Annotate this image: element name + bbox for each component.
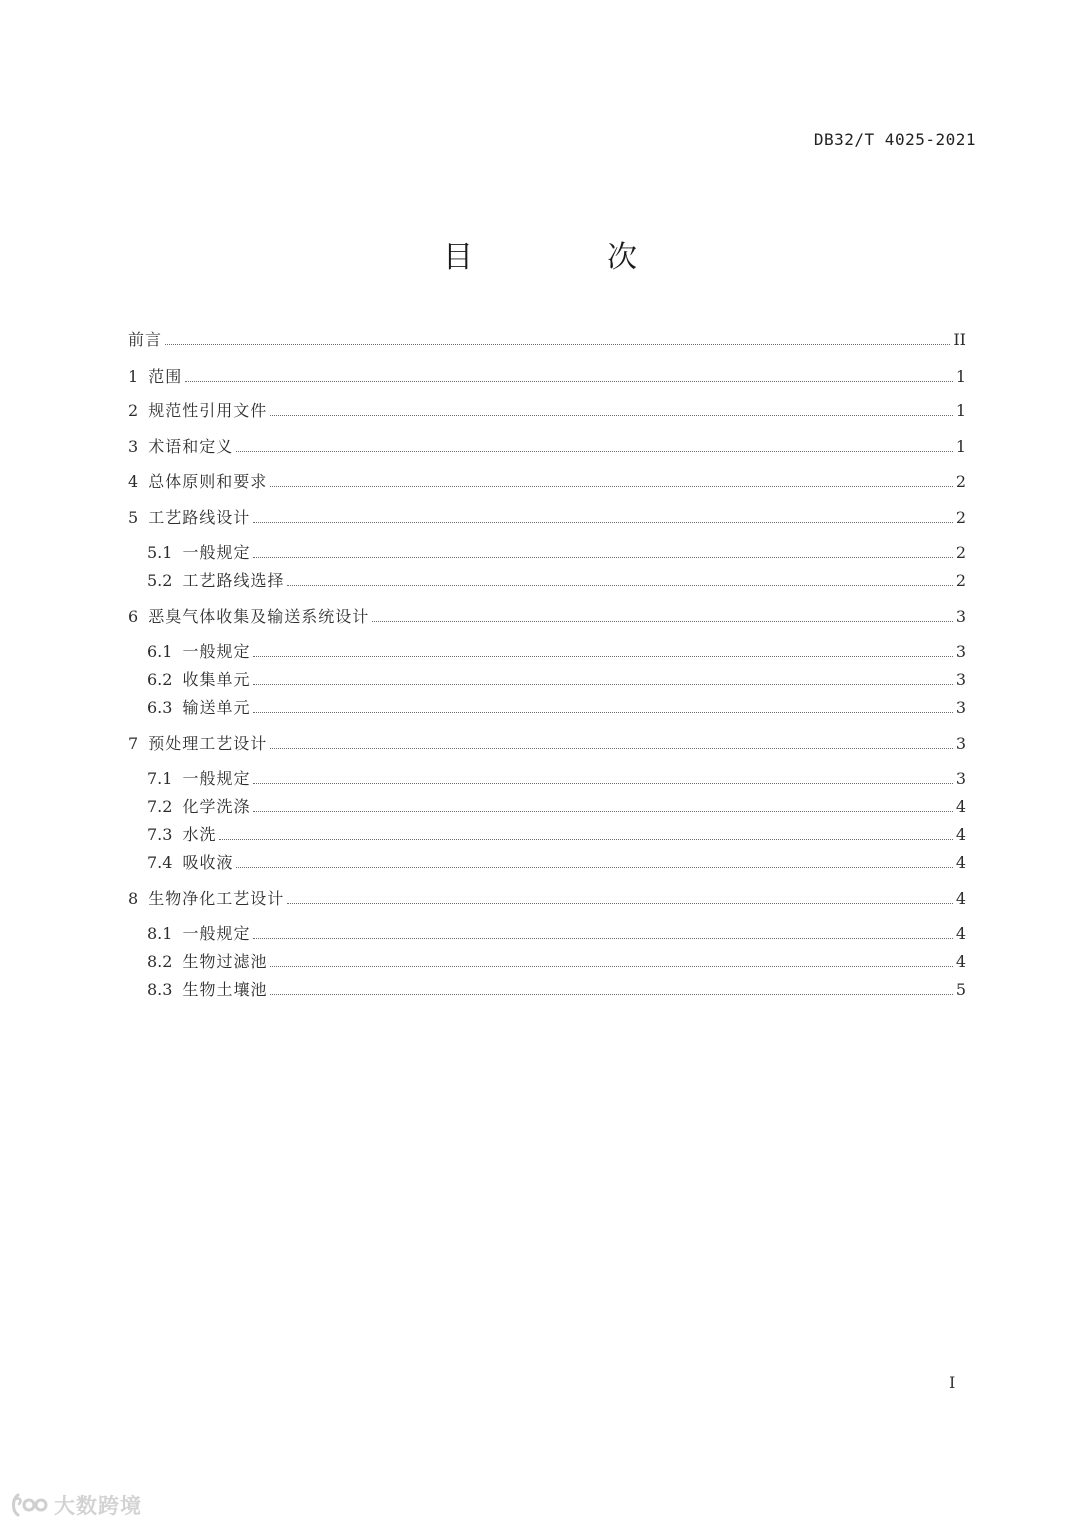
toc-dot-leader: [219, 838, 952, 840]
toc-dot-leader: [253, 655, 952, 657]
toc-subsection-entry[interactable]: [147, 920, 966, 944]
toc-entry-title: 预处理工艺设计: [148, 734, 268, 753]
toc-entry-page: 3: [955, 642, 966, 661]
toc-entry-label: [147, 571, 284, 591]
toc-entry-title: 总体原则和要求: [148, 472, 268, 491]
toc-entry-number: 4: [128, 472, 139, 491]
page-number: I: [949, 1373, 956, 1392]
page-title: 目 次: [443, 240, 689, 275]
toc-dot-leader: [270, 485, 953, 487]
toc-entry-label: [128, 889, 284, 909]
toc-entry-number: 3: [128, 437, 139, 456]
watermark-text: 大数跨境: [54, 1494, 142, 1518]
toc-entry-label: [147, 543, 250, 563]
toc-dot-leader: [253, 521, 953, 523]
toc-section-entry[interactable]: [128, 468, 966, 492]
toc-dot-leader: [270, 965, 952, 967]
toc-entry-title: 吸收液: [182, 853, 234, 872]
toc-dot-leader: [236, 450, 953, 452]
toc-entry-number: 7.1: [147, 769, 173, 788]
toc-entry-title: 工艺路线设计: [148, 508, 251, 527]
toc-subsection-entry[interactable]: [147, 976, 966, 1000]
toc-entry-title: 一般规定: [182, 543, 251, 562]
toc-entry-number: 5.2: [147, 571, 173, 590]
toc-subsection-entry[interactable]: [147, 666, 966, 690]
toc-entry-page: 4: [955, 797, 966, 816]
toc-entry-number: 8: [128, 889, 139, 908]
toc-dot-leader: [185, 380, 953, 382]
toc-section-entry[interactable]: [128, 730, 966, 754]
toc-entry-page: 3: [955, 734, 966, 753]
toc-entry-page: 3: [955, 769, 966, 788]
toc-entry-label: [147, 853, 233, 873]
toc-entry-label: [128, 367, 182, 387]
toc-subsection-entry[interactable]: [147, 849, 966, 873]
toc-entry-title: 化学洗涤: [182, 797, 251, 816]
toc-entry-number: 6.1: [147, 642, 173, 661]
toc-entry-label: [147, 952, 267, 972]
toc-entry-page: II: [953, 330, 966, 349]
toc-entry-label: [128, 401, 267, 421]
toc-entry-page: 3: [955, 670, 966, 689]
toc-entry-number: 1: [128, 367, 139, 386]
toc-entry-page: 2: [955, 543, 966, 562]
watermark: [10, 1490, 142, 1520]
toc-section-entry[interactable]: [128, 504, 966, 528]
toc-dot-leader: [253, 683, 952, 685]
toc-entry-title: 生物过滤池: [182, 952, 268, 971]
toc-section-entry[interactable]: [128, 397, 966, 421]
toc-entry-page: 2: [955, 472, 966, 491]
toc-entry-label: [128, 472, 267, 492]
toc-dot-leader: [270, 414, 953, 416]
toc-entry-label: [128, 607, 369, 627]
toc-entry-title: 生物净化工艺设计: [148, 889, 285, 908]
toc-entry-title: 前言: [128, 330, 163, 349]
toc-dot-leader: [270, 747, 953, 749]
toc-dot-leader: [253, 782, 952, 784]
toc-subsection-entry[interactable]: [147, 539, 966, 563]
toc-entry-number: 6.3: [147, 698, 173, 717]
toc-entry-label: [128, 437, 233, 457]
toc-subsection-entry[interactable]: [147, 567, 966, 591]
toc-subsection-entry[interactable]: [147, 638, 966, 662]
toc-entry-label: [147, 769, 250, 789]
toc-dot-leader: [253, 810, 952, 812]
toc-entry-number: 7.4: [147, 853, 173, 872]
toc-section-entry[interactable]: [128, 603, 966, 627]
toc-subsection-entry[interactable]: [147, 793, 966, 817]
toc-entry-page: 4: [955, 889, 966, 908]
toc-entry-label: [147, 797, 250, 817]
toc-entry-number: 6.2: [147, 670, 173, 689]
toc-section-entry[interactable]: [128, 363, 966, 387]
toc-entry-title: 恶臭气体收集及输送系统设计: [148, 607, 370, 626]
toc-entry-title: 水洗: [182, 825, 217, 844]
toc-entry-number: 7.2: [147, 797, 173, 816]
toc-entry-title: 生物土壤池: [182, 980, 268, 999]
toc-entry-title: 术语和定义: [148, 437, 234, 456]
toc-entry-page: 3: [955, 607, 966, 626]
toc-entry-page: 2: [955, 508, 966, 527]
toc-subsection-entry[interactable]: [147, 765, 966, 789]
toc-entry-label: [147, 642, 250, 662]
toc-entry-label: [147, 825, 216, 845]
toc-entry-title: 一般规定: [182, 769, 251, 788]
toc-entry-label: [147, 698, 250, 718]
toc-entry-title: 范围: [148, 367, 183, 386]
toc-entry-number: 2: [128, 401, 139, 420]
toc-entry-page: 4: [955, 952, 966, 971]
toc-entry-page: 2: [955, 571, 966, 590]
toc-entry-number: 5: [128, 508, 139, 527]
toc-entry-title: 工艺路线选择: [182, 571, 285, 590]
toc-dot-leader: [372, 620, 953, 622]
toc-entry-page: 1: [955, 367, 966, 386]
toc-dot-leader: [253, 711, 952, 713]
toc-subsection-entry[interactable]: [147, 821, 966, 845]
document-code: DB32/T 4025-2021: [813, 130, 976, 149]
toc-entry-number: 8.3: [147, 980, 173, 999]
toc-entry-page: 4: [955, 853, 966, 872]
toc-entry-title: 输送单元: [182, 698, 251, 717]
toc-entry-number: 8.1: [147, 924, 173, 943]
toc-entry-page: 1: [955, 437, 966, 456]
toc-dot-leader: [253, 556, 952, 558]
toc-entry-page: 4: [955, 825, 966, 844]
toc-entry-title: 规范性引用文件: [148, 401, 268, 420]
toc-dot-leader: [287, 584, 952, 586]
toc-dot-leader: [270, 993, 952, 995]
toc-subsection-entry[interactable]: [147, 948, 966, 972]
toc-dot-leader: [287, 902, 953, 904]
toc-entry-number: 5.1: [147, 543, 173, 562]
toc-entry-number: 7.3: [147, 825, 173, 844]
toc-entry-label: [147, 924, 250, 944]
toc-entry-page: 5: [955, 980, 966, 999]
watermark-logo-icon: [10, 1491, 48, 1519]
toc-entry-label: [147, 980, 267, 1000]
toc-entry-title: 一般规定: [182, 642, 251, 661]
toc-entry-number: 8.2: [147, 952, 173, 971]
toc-subsection-entry[interactable]: [147, 694, 966, 718]
toc-entry-label: [128, 508, 250, 528]
toc-section-entry[interactable]: [128, 326, 966, 350]
toc-section-entry[interactable]: [128, 885, 966, 909]
toc-entry-label: [128, 330, 162, 350]
toc-entry-label: [128, 734, 267, 754]
toc-entry-number: 6: [128, 607, 139, 626]
toc-dot-leader: [165, 343, 950, 345]
toc-entry-label: [147, 670, 250, 690]
toc-entry-title: 收集单元: [182, 670, 251, 689]
toc-entry-page: 3: [955, 698, 966, 717]
toc-dot-leader: [236, 866, 952, 868]
toc-entry-page: 4: [955, 924, 966, 943]
toc-entry-title: 一般规定: [182, 924, 251, 943]
toc-dot-leader: [253, 937, 952, 939]
toc-entry-number: 7: [128, 734, 139, 753]
toc-section-entry[interactable]: [128, 433, 966, 457]
toc-entry-page: 1: [955, 401, 966, 420]
